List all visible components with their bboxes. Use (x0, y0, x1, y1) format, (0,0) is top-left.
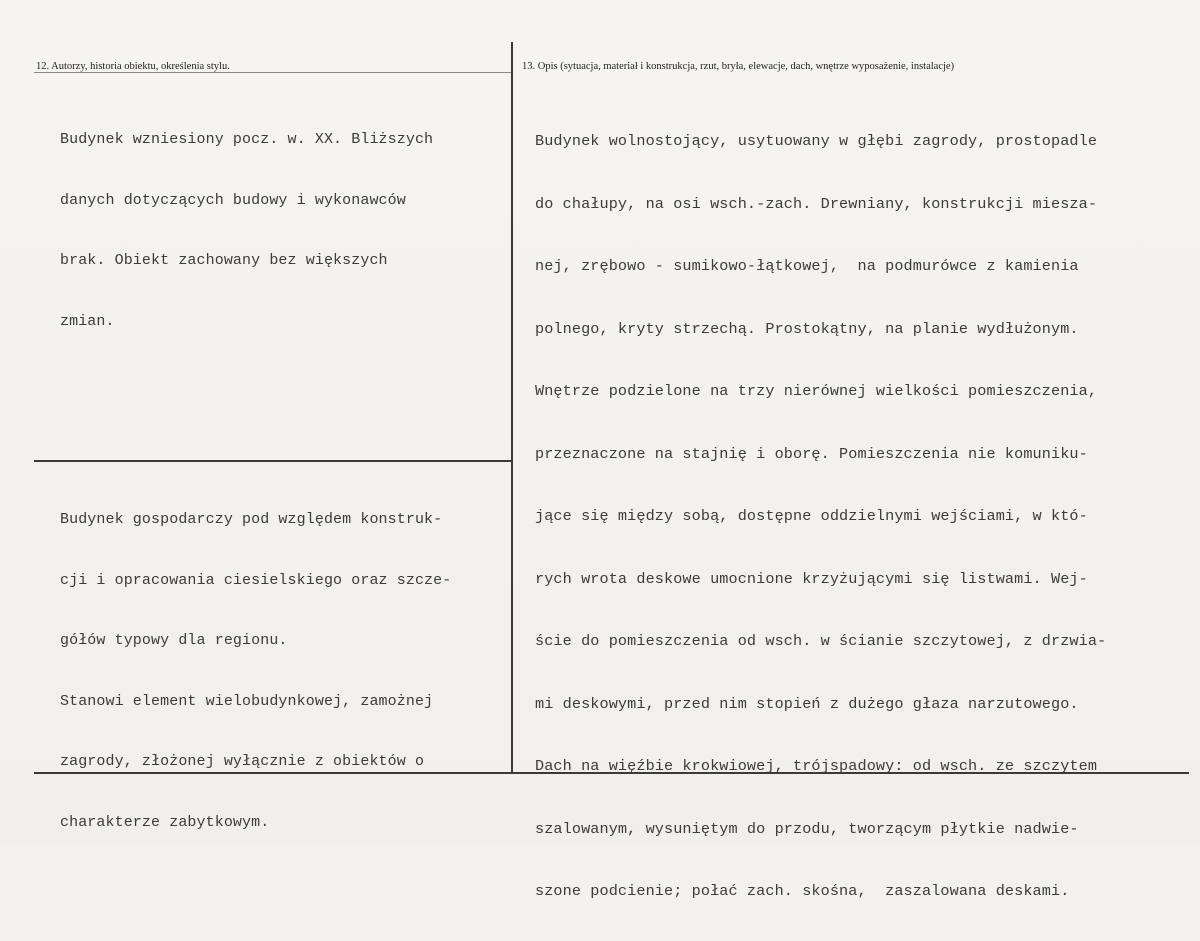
text-line: zagrody, złożonej wyłącznie z obiektów o (60, 753, 425, 770)
text-line: brak. Obiekt zachowany bez większych (60, 252, 388, 269)
section-13-description-text (535, 92, 1106, 941)
text-line: gółów typowy dla regionu. (60, 632, 288, 649)
section-13-header: 13. Opis (sytuacja, materiał i konstrukcja, rzut, bryła, elewacje, dach, wnętrze wyposażenie, instalacje) (522, 61, 955, 72)
text-line: szone podcienie; połać zach. skośna, zaszalowana deskami. (535, 882, 1070, 900)
text-line: jące się między sobą, dostępne oddzielnymi wejściami, w któ- (535, 507, 1088, 525)
section-12-style-text (60, 473, 451, 870)
section-12-header: 12. Autorzy, historia obiektu, określenia stylu. (36, 61, 230, 72)
text-line: danych dotyczących budowy i wykonawców (60, 191, 406, 209)
text-line: Dach na więźbie krokwiowej, trójspadowy: od wsch. ze szczytem (535, 757, 1098, 775)
text-line: nej, zrębowo - sumikowo-łątkowej, na podmurówce z kamienia (535, 257, 1079, 275)
column-divider (511, 42, 513, 774)
text-line: szalowanym, wysuniętym do przodu, tworzącym płytkie nadwie- (535, 819, 1079, 838)
text-line: mi deskowymi, przed nim stopień z dużego głaza narzutowego. (535, 694, 1079, 713)
text-line: polnego, kryty strzechą. Prostokątny, na planie wydłużonym. (535, 319, 1079, 338)
text-line: charakterze zabytkowym. (60, 813, 270, 831)
text-line: ście do pomieszczenia od wsch. w ścianie szczytowej, z drzwia- (535, 632, 1107, 650)
text-line: Budynek wolnostojący, usytuowany w głębi zagrody, prostopadle (535, 132, 1098, 150)
text-line: Budynek gospodarczy pod względem konstruk- (60, 511, 443, 528)
text-line: zmian. (60, 312, 115, 330)
text-line: cji i opracowania ciesielskiego oraz szcze- (60, 571, 452, 589)
text-line: przeznaczone na stajnię i oborę. Pomieszczenia nie komuniku- (535, 444, 1088, 463)
text-line: Budynek wzniesiony pocz. w. XX. Bliższych (60, 131, 434, 148)
text-line: do chałupy, na osi wsch.-zach. Drewniany, konstrukcji miesza- (535, 194, 1098, 213)
left-section-divider (34, 460, 512, 462)
text-line: Stanowi element wielobudynkowej, zamożnej (60, 692, 434, 710)
text-line: rych wrota deskowe umocnione krzyżującymi się listwami. Wej- (535, 569, 1088, 588)
section-12-history-text (60, 93, 433, 369)
top-rule (34, 72, 512, 73)
text-line: Wnętrze podzielone na trzy nierównej wielkości pomieszczenia, (535, 382, 1098, 400)
